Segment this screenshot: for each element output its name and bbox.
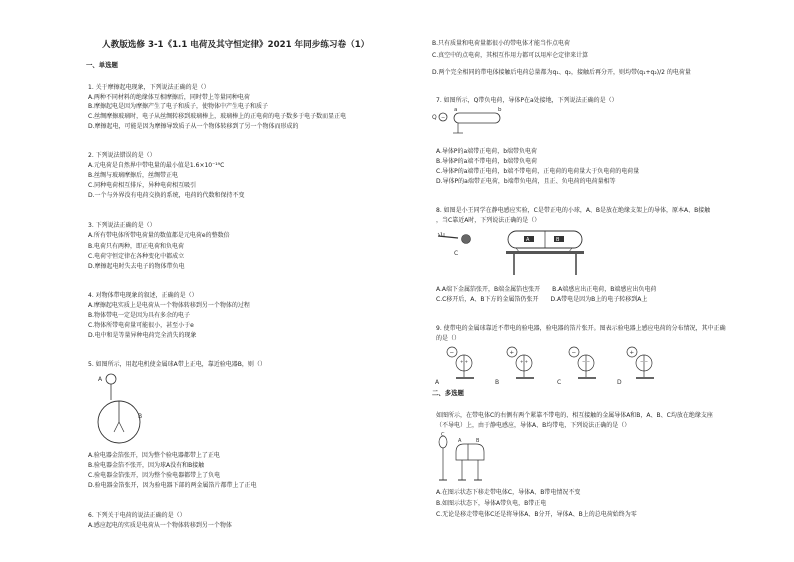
q4-option-b: B.物体带电一定是因为具有多余的电子 xyxy=(88,312,191,319)
q10-conductors-figure xyxy=(436,430,506,484)
q7-label-q: Q xyxy=(432,114,437,121)
right-column xyxy=(432,0,762,562)
q4-option-d: D.电中和是等量异种电荷完全消失的现象 xyxy=(88,332,197,339)
page-title: 人教版选修 3-1《1.1 电荷及其守恒定律》2021 年同步练习卷（1） xyxy=(102,40,370,50)
q4-option-c: C.物体所带电荷量可能很小，甚至小于e xyxy=(88,322,194,329)
q7-label-a: a xyxy=(454,107,458,113)
q9-electroscope-b xyxy=(495,347,534,385)
svg-text:−: − xyxy=(441,115,446,121)
q1-option-b: B.摩擦起电是因为摩擦产生了电子和质子，使物体中产生电子和质子 xyxy=(88,103,269,110)
q9-stem-cont: 的是（） xyxy=(436,335,461,342)
q9-electroscope-a xyxy=(435,347,474,385)
q5-stem: 5. 如图所示，用起电机使金属球A带上正电，靠近验电器B，则（） xyxy=(88,361,266,368)
q8-stem: 8. 如图是小王同学在静电感应实验，C是带正电的小球，A、B是放在绝缘支架上的导体，原本A、B接触 xyxy=(436,207,711,214)
section-multi-choice: 二、多选题 xyxy=(432,389,464,397)
q5-electroscope-figure xyxy=(92,372,152,446)
q10-option-c: C.无论是移走带电体C还是将导体A、B分开，导体A、B上的总电荷始终为零 xyxy=(436,511,637,518)
q7-option-d: D.导体P的a端带正电荷，b端带负电荷，且正、负电荷的电荷量相等 xyxy=(436,178,616,185)
q5-option-b: B.验电器金箔不张开，因为球A没有和B接触 xyxy=(88,462,205,469)
section-single-choice: 一、单选题 xyxy=(86,61,118,69)
q3-option-b: B.电荷只有两种，即正电荷和负电荷 xyxy=(88,243,185,250)
q10-label-a: A xyxy=(458,438,462,444)
svg-text:−: − xyxy=(571,350,577,356)
q1-stem: 1. 关于摩擦起电现象，下列说法正确的是（） xyxy=(88,84,210,91)
q9-electroscope-c xyxy=(557,347,596,385)
q1-option-d: D.摩擦起电，可能是因为摩擦导致质子从一个物体转移到了另一个物体而形成的 xyxy=(88,123,299,130)
q8-label-a: A xyxy=(526,237,530,243)
q9-electroscope-d xyxy=(617,347,654,385)
q10-option-b: B.如图示状态下，导体A带负电，B带正电 xyxy=(436,500,547,507)
q9-option-c: C xyxy=(557,379,562,385)
q2-option-d: D.一个与外界没有电荷交换的系统，电荷的代数和保持不变 xyxy=(88,192,245,199)
q9-option-d: D xyxy=(617,379,622,385)
svg-text:+ +: + + xyxy=(460,359,468,364)
q6-option-b: B.只有质量和电荷量都很小的带电体才能当作点电荷 xyxy=(432,40,571,47)
q8-electrostatic-figure xyxy=(436,227,586,279)
q3-option-a: A.所有带电体所带电荷量的数值都是元电荷e的整数倍 xyxy=(88,232,230,239)
q1-option-c: C.丝绸摩擦玻璃时，电子从丝绸转移到玻璃棒上，玻璃棒上的正电荷的电子数多于电子数而显正电 xyxy=(88,113,347,120)
q7-stem: 7. 如图所示，Q带负电荷，导体P在a处接地，下列说法正确的是（） xyxy=(436,97,618,104)
q9-stem: 9. 使带电的金属球靠近不带电的验电器，验电器的箔片张开。图表示验电器上感应电荷的分布情况，其中正确 xyxy=(436,325,726,332)
q10-label-c: C xyxy=(441,432,445,438)
q9-option-a: A xyxy=(435,379,440,385)
q6-stem: 6. 下列关于电荷的说法正确的是（） xyxy=(88,512,186,519)
q6-option-a: A.感应起电的实质是电荷从一个物体转移到另一个物体 xyxy=(88,522,232,529)
left-column xyxy=(88,0,378,562)
q4-option-a: A.摩擦起电实质上是电荷从一个物体转移到另一个物体的过程 xyxy=(88,302,250,309)
q5-option-c: C.验电器金箔张开，因为整个验电器都带上了负电 xyxy=(88,472,221,479)
q8-label-b: B xyxy=(556,237,560,243)
q10-label-b: B xyxy=(476,438,480,444)
q10-stem: 如图所示，在带电体C的右侧有两个紧靠不带电的、相互接触的金属导体A和B，A、B、C均放在绝缘支座 xyxy=(436,412,713,419)
q10-stem-cont: （不导电）上，由于静电感应，导体A、B均带电，下列说法正确的是（） xyxy=(436,422,631,429)
q1-option-a: A.两种不同材料的绝缘体互相摩擦后，同时带上等量同种电荷 xyxy=(88,94,250,101)
q2-option-c: C.同种电荷相互排斥，异种电荷相互吸引 xyxy=(88,182,197,189)
q10-option-a: A.在图示状态下移走带电体C，导体A、B带电情况不变 xyxy=(436,489,581,496)
q9-options-figure xyxy=(434,343,674,385)
q6-option-c: C.真空中的点电荷，其相互作用力都可以用库仑定律来计算 xyxy=(432,52,589,59)
q3-stem: 3. 下列说法正确的是（） xyxy=(88,222,156,229)
q3-option-c: C.电荷守恒定律在各种变化中都成立 xyxy=(88,253,185,260)
svg-text:− −: − − xyxy=(640,359,648,364)
q5-label-a: A xyxy=(98,376,103,383)
q7-label-b: b xyxy=(498,107,502,113)
svg-text:+: + xyxy=(629,350,635,356)
q2-stem: 2. 下列说法错误的是（） xyxy=(88,152,156,159)
q5-option-d: D.验电器金箔张开，因为验电器下部的两金属箔片都带上了正电 xyxy=(88,482,257,489)
q8-stem-cont: ，当C靠近A时，下列说法正确的是（） xyxy=(436,217,541,224)
svg-text:+ +: + + xyxy=(520,359,528,364)
q7-option-a: A.导体P的a端带正电荷，b端带负电荷 xyxy=(436,148,538,155)
q2-option-b: B.丝绸与玻璃摩擦后，丝绸带正电 xyxy=(88,172,179,179)
q7-option-c: C.导体P的a端带正电荷，b端不带电荷，正电荷的电荷量大于负电荷的电荷量 xyxy=(436,168,640,175)
q5-label-b: B xyxy=(138,413,143,420)
q2-option-a: A.元电荷是自然界中带电量的最小值是1.6×10⁻¹⁹C xyxy=(88,162,225,169)
svg-text:− −: − − xyxy=(582,359,590,364)
q7-option-b: B.导体P的a端不带电荷，b端带负电荷 xyxy=(436,158,538,165)
q4-stem: 4. 对物体带电现象的叙述，正确的是（） xyxy=(88,292,198,299)
q6-option-d: D.两个完全相同的带电体接触后电荷总量都为q₁、q₂，接触后再分开，则均带(q₁+q₂)/2 的电荷量 xyxy=(432,69,691,76)
svg-text:−: − xyxy=(449,350,455,356)
q8-option-cd: C.C移开后，A、B下方的金属箔仍张开 D.A带电是因为B上的电子转移到A上 xyxy=(436,296,648,303)
svg-text:+: + xyxy=(509,350,515,356)
q8-label-c: C xyxy=(454,250,459,257)
q3-option-d: D.摩擦起电时失去电子的物体带负电 xyxy=(88,263,185,270)
q5-option-a: A.验电器金箔张开，因为整个验电器都带上了正电 xyxy=(88,452,220,459)
q9-option-b: B xyxy=(495,379,500,385)
q8-option-ab: A.A端下金属箔张开，B端金属箔也张开 B.A端感应出正电荷，B端感应出负电荷 xyxy=(436,286,657,293)
q7-conductor-figure xyxy=(432,104,512,138)
